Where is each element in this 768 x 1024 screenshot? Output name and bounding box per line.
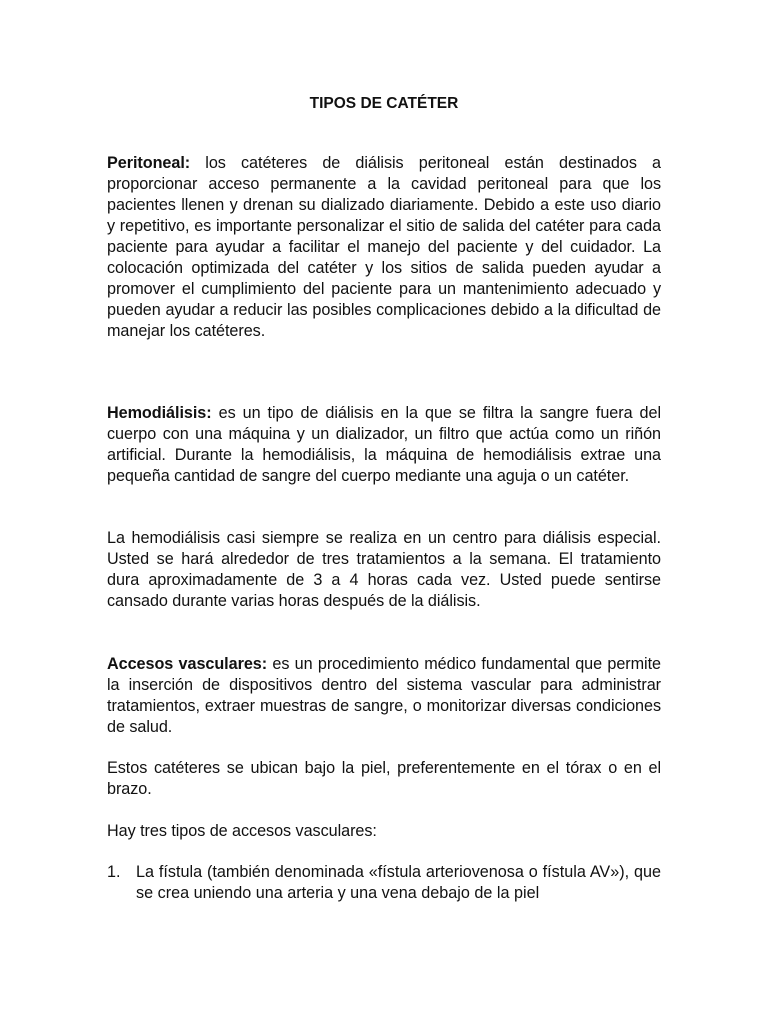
hemodialisis-detail-paragraph: La hemodiálisis casi siempre se realiza en un centro para diálisis especial. Usted se hará alrededor de tres tratamientos a la semana. El tratamiento dura aproximadamente de 3 a 4 horas cada vez. Usted puede sentirse cansado durante varias horas después de la diálisis. — [107, 529, 661, 610]
peritoneal-paragraph — [107, 153, 661, 342]
hemodialisis-heading: Hemodiálisis: — [107, 404, 212, 422]
peritoneal-heading: Peritoneal: — [107, 154, 191, 172]
accesos-list — [107, 862, 661, 904]
tipos-accesos-intro: Hay tres tipos de accesos vasculares: — [107, 822, 377, 840]
accesos-vasculares-text: es un procedimiento médico fundamental que permite la inserción de dispositivos dentro del sistema vascular para administrar tratamientos, extraer muestras de sangre, o monitorizar diversas condiciones de salud. — [107, 655, 662, 736]
hemodialisis-paragraph — [107, 403, 661, 487]
list-item-text: La fístula (también denominada «fístula arteriovenosa o fístula AV»), que se crea uniendo una arteria y una vena debajo de la piel — [136, 863, 661, 902]
list-item-number: 1. — [107, 863, 121, 881]
cateteres-location-paragraph: Estos catéteres se ubican bajo la piel, preferentemente en el tórax o en el brazo. — [107, 759, 661, 798]
document-title: TIPOS DE CATÉTER — [309, 95, 459, 112]
list-item — [107, 862, 661, 904]
hemodialisis-text: es un tipo de diálisis en la que se filtra la sangre fuera del cuerpo con una máquina y un dializador, un filtro que actúa como un riñón artificial. Durante la hemodiálisis, la máquina de hemodiálisis extrae una pequeña cantidad de sangre del cuerpo mediante una aguja o un catéter. — [107, 404, 661, 485]
peritoneal-text: los catéteres de diálisis peritoneal están destinados a proporcionar acceso permanente a la cavidad peritoneal para que los pacientes llenen y drenan su dializado diariamente. Debido a este uso diario y repetitivo, es importante personalizar el sitio de salida del catéter para cada paciente para ayudar a facilitar el manejo del paciente y del cuidador. La colocación optimizada del catéter y los sitios de salida pueden ayudar a promover el cumplimiento del paciente para un mantenimiento adecuado y pueden ayudar a reducir las posibles complicaciones debido a la dificultad de manejar los catéteres. — [107, 154, 661, 340]
accesos-vasculares-heading: Accesos vasculares: — [107, 655, 268, 673]
accesos-vasculares-paragraph — [107, 654, 661, 738]
